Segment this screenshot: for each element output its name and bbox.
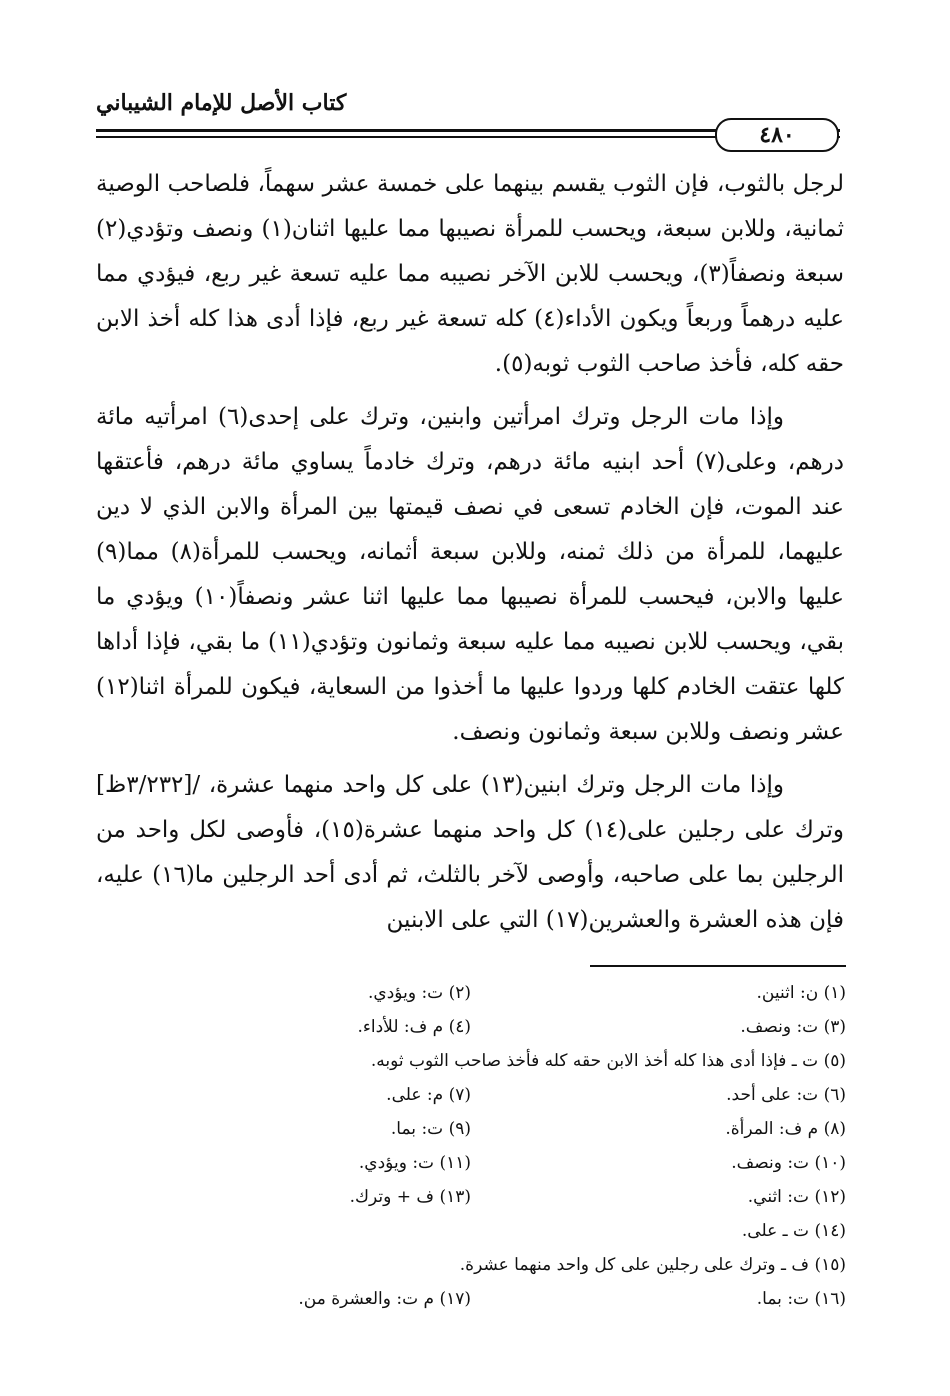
footnote-row <box>96 1282 846 1316</box>
footnote-row <box>96 1248 846 1282</box>
footnote-separator <box>590 965 846 967</box>
footnote-5: (٥) ت ـ فإذا أدى هذا كله أخذ الابن حقه كله فأخذ صاحب الثوب ثوبه. <box>370 1051 846 1071</box>
footnote-row <box>96 976 846 1010</box>
footnote-row <box>96 1010 846 1044</box>
paragraph-3: وإذا مات الرجل وترك ابنين(١٣) على كل واحد منهما عشرة، /[٣/٢٣٢ظ] وترك على رجلين على(١٤) كل واحد منهما عشرة(١٥)، فأوصى لكل واحد من الرجلين بما على صاحبه، وأوصى لآخر بالثلث، ثم أدى أحد الرجلين ما(١٦) عليه، فإن هذه العشرة والعشرين(١٧) التي على الابنين <box>96 772 844 933</box>
footnote-8: (٨) م ف: المرأة. <box>725 1119 846 1139</box>
page-number: ٤٨٠ <box>715 118 839 152</box>
running-header-title: كتاب الأصل للإمام الشيباني <box>96 90 347 116</box>
footnote-13: (١٣) ف + وترك. <box>349 1187 471 1207</box>
footnote-row <box>96 1146 846 1180</box>
footnote-row <box>96 1180 846 1214</box>
footnote-12: (١٢) ت: اثني. <box>747 1187 846 1207</box>
footnote-10: (١٠) ت: ونصف. <box>731 1153 846 1173</box>
footnote-17: (١٧) م ت: والعشرة من. <box>298 1289 471 1309</box>
footnote-row <box>96 1112 846 1146</box>
footnote-9: (٩) ت: بما. <box>390 1119 471 1139</box>
footnote-2: (٢) ت: ويؤدي. <box>368 983 471 1003</box>
main-text <box>96 162 844 951</box>
footnote-14: (١٤) ت ـ على. <box>741 1221 846 1241</box>
footnote-row <box>96 1044 846 1078</box>
footnote-7: (٧) م: على. <box>386 1085 471 1105</box>
footnote-1: (١) ن: اثنين. <box>756 983 846 1003</box>
footnote-15: (١٥) ف ـ وترك على رجلين على كل واحد منهما عشرة. <box>459 1255 846 1275</box>
footnote-row <box>96 1214 846 1248</box>
footnote-4: (٤) م ف: للأداء. <box>357 1017 471 1037</box>
footnote-11: (١١) ت: ويؤدي. <box>358 1153 471 1173</box>
footnote-3: (٣) ت: ونصف. <box>740 1017 846 1037</box>
footnote-row <box>96 1078 846 1112</box>
paragraph-2: وإذا مات الرجل وترك امرأتين وابنين، وترك على إحدى(٦) امرأتيه مائة درهم، وعلى(٧) أحد ابنيه مائة درهم، وترك خادماً يساوي مائة درهم، فأعتقها عند الموت، فإن الخادم تسعى في نصف قيمتها بين المرأة والابن الذي لا دين عليهما، للمرأة من ذلك ثمنه، وللابن سبعة أثمانه، ويحسب للمرأة(٨) مما(٩) عليها والابن، فيحسب للمرأة نصيبها مما عليها اثنا عشر ونصفاً(١٠) ويؤدي ما بقي، ويحسب للابن نصيبه مما عليه سبعة وثمانون وتؤدي(١١) ما بقي، فإذا أداها كلها عتقت الخادم كلها وردوا عليها ما أخذوا من السعاية، فيكون للمرأة اثنا(١٢) عشر ونصف وللابن سبعة وثمانون ونصف. <box>96 404 845 745</box>
footnotes <box>96 976 846 1316</box>
footnote-16: (١٦) ت: بما. <box>756 1289 846 1309</box>
footnote-6: (٦) ت: على أحد. <box>726 1085 846 1105</box>
paragraph-1: لرجل بالثوب، فإن الثوب يقسم بينهما على خمسة عشر سهماً، فلصاحب الوصية ثمانية، وللابن سبعة، ويحسب للمرأة نصيبها مما عليها اثنان(١) ونصف وتؤدي(٢) سبعة ونصفاً(٣)، ويحسب للابن الآخر نصيبه مما عليه تسعة غير ربع، فيؤدي مما عليه درهماً وربعاً ويكون الأداء(٤) كله تسعة غير ربع، فإذا أدى هذا كله أخذ الابن حقه كله، فأخذ صاحب الثوب ثوبه(٥). <box>96 171 845 377</box>
